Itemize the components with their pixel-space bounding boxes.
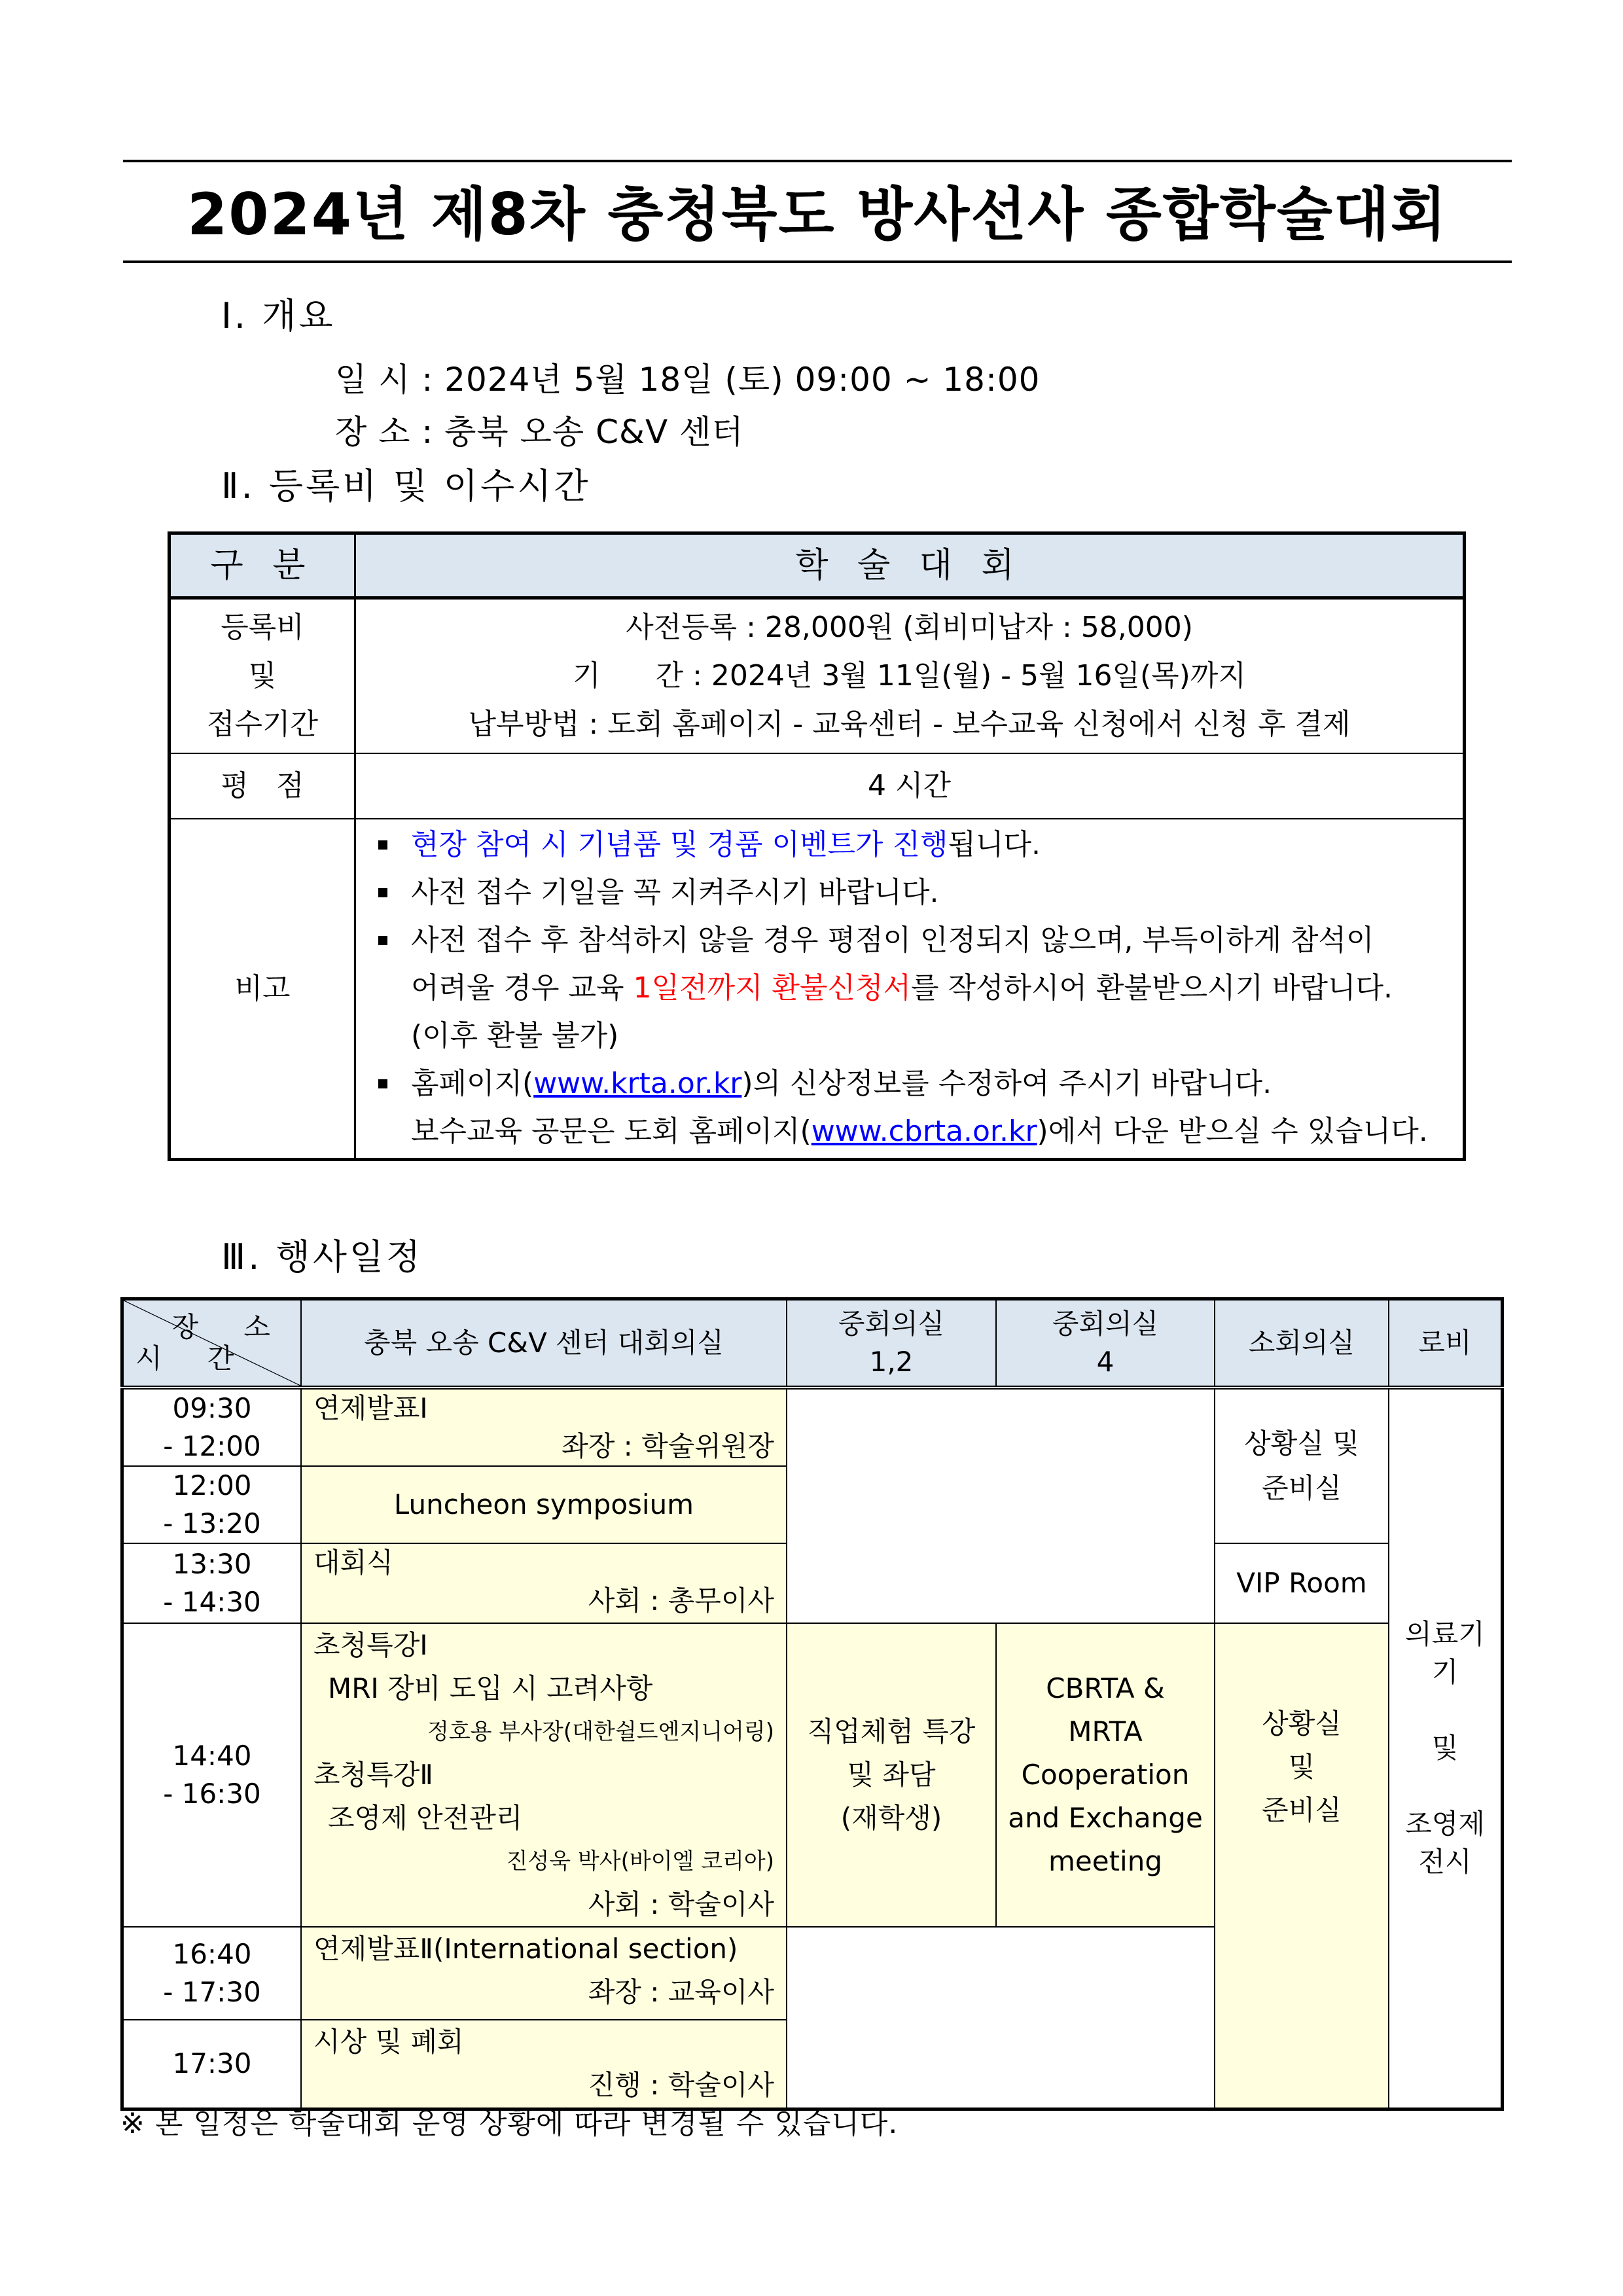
bullet-square-icon xyxy=(378,1079,387,1088)
time-start: 14:40 xyxy=(172,1740,252,1772)
lobby-spacer xyxy=(1389,1691,1501,1729)
time-start: 13:30 xyxy=(172,1548,252,1580)
mid-line: 및 좌담 xyxy=(847,1759,936,1791)
time-end: - 13:20 xyxy=(163,1507,261,1539)
header-main-hall: 충북 오송 C&V 센터 대회의실 xyxy=(301,1299,787,1388)
krta-link[interactable]: www.krta.or.kr xyxy=(533,1067,742,1100)
career-talk-cell xyxy=(787,1623,996,1927)
schedule-row xyxy=(122,1388,1503,1466)
registration-period: 기 간 : 2024년 3월 11일(월) - 5월 16일(목)까지 xyxy=(573,659,1246,692)
mid-line: CBRTA & xyxy=(1046,1672,1165,1704)
cbrta-link[interactable]: www.cbrta.or.kr xyxy=(811,1115,1037,1148)
empty-mid-cell xyxy=(787,1388,1215,1623)
note-text: 사전 접수 기일을 꼭 지켜주시기 바랍니다. xyxy=(411,876,939,909)
fee-header-category: 구 분 xyxy=(169,533,355,598)
time-end: - 16:30 xyxy=(163,1778,261,1810)
bullet-square-icon xyxy=(378,936,387,945)
lecture-topic: MRI 장비 도입 시 고려사항 xyxy=(328,1672,653,1704)
room-use: 상황실 및 xyxy=(1244,1427,1359,1460)
note-item-continued xyxy=(374,1012,1463,1060)
cooperation-meeting-cell xyxy=(996,1623,1215,1927)
time-cell xyxy=(122,1466,302,1543)
note-text: )에서 다운 받으실 수 있습니다. xyxy=(1037,1115,1428,1148)
fee-row-notes xyxy=(169,819,1465,1160)
event-chair: 좌장 : 교육이사 xyxy=(588,1976,774,2008)
event-cell xyxy=(301,1927,787,2020)
section-heading-fee: Ⅱ. 등록비 및 이수시간 xyxy=(221,465,591,507)
section-heading-overview: Ⅰ. 개요 xyxy=(221,295,336,336)
time-end: - 17:30 xyxy=(163,1976,261,2008)
time-start: 16:40 xyxy=(172,1938,252,1970)
note-item xyxy=(374,1060,1463,1107)
time-cell xyxy=(122,1388,302,1466)
fee-table-header xyxy=(169,533,1465,598)
room-use: 준비실 xyxy=(1262,1794,1342,1826)
note-text: 사전 접수 후 참석하지 않을 경우 평점이 인정되지 않으며, 부득이하게 참석이 xyxy=(411,924,1374,957)
event-cell xyxy=(301,1623,787,1927)
mid-line: Cooperation xyxy=(1021,1759,1190,1791)
note-text: 됩니다. xyxy=(948,828,1041,861)
lobby-line: 기 xyxy=(1431,1656,1459,1689)
time-cell xyxy=(122,1623,302,1927)
credits-value: 4 시간 xyxy=(355,753,1465,819)
mid-line: MRTA xyxy=(1068,1715,1143,1748)
notes-list xyxy=(355,819,1465,1160)
note-text: 를 작성하시어 환불받으시기 바랍니다. xyxy=(911,971,1393,1005)
time-end: - 14:30 xyxy=(163,1586,261,1618)
header-place-time xyxy=(122,1299,302,1388)
lecturer: 정호용 부사장(대한쉴드엔지니어링) xyxy=(427,1719,774,1745)
mid-line: meeting xyxy=(1048,1845,1162,1877)
event-title: 대회식 xyxy=(313,1547,393,1579)
event-title: 연제발표Ⅰ xyxy=(313,1392,428,1424)
label-line: 및 xyxy=(248,659,277,692)
fee-header-conference: 학 술 대 회 xyxy=(355,533,1465,598)
vip-room-cell: VIP Room xyxy=(1215,1543,1389,1623)
event-title: 시상 및 폐회 xyxy=(313,2026,464,2058)
note-highlight: 현장 참여 시 기념품 및 경품 이벤트가 진행 xyxy=(411,828,948,861)
event-host: 진행 : 학술이사 xyxy=(588,2069,774,2101)
event-host: 사회 : 총무이사 xyxy=(588,1585,774,1617)
label-line: 접수기간 xyxy=(206,708,318,741)
event-cell xyxy=(301,2020,787,2109)
note-text: )의 신상정보를 수정하여 주시기 바랍니다. xyxy=(741,1067,1272,1100)
event-host: 사회 : 학술이사 xyxy=(588,1888,774,1920)
payment-method: 납부방법 : 도회 홈페이지 - 교육센터 - 보수교육 신청에서 신청 후 결제 xyxy=(468,708,1351,741)
event-title: 초청특강Ⅱ xyxy=(313,1759,433,1791)
event-cell xyxy=(301,1543,787,1623)
header-place: 장 소 xyxy=(171,1311,289,1343)
schedule-header xyxy=(122,1299,1503,1388)
fee-row-registration xyxy=(169,598,1465,754)
notes-label: 비고 xyxy=(169,819,355,1160)
fee-registration-label xyxy=(169,598,355,754)
header-small-room: 소회의실 xyxy=(1215,1299,1389,1388)
time-start: 09:30 xyxy=(172,1392,252,1424)
time-cell xyxy=(122,1927,302,2020)
lobby-line: 전시 xyxy=(1418,1846,1472,1878)
mid-line: (재학생) xyxy=(840,1802,942,1834)
note-item-continued xyxy=(374,964,1463,1012)
small-room-cell xyxy=(1215,1623,1389,2109)
room-use: 상황실 xyxy=(1262,1708,1342,1740)
bullet-square-icon xyxy=(378,888,387,897)
note-item-continued xyxy=(374,1107,1463,1155)
header-room-4 xyxy=(996,1299,1215,1388)
note-text: 보수교육 공문은 도회 홈페이지( xyxy=(411,1115,812,1148)
note-text: 어려울 경우 교육 xyxy=(411,971,633,1005)
room-name: 중회의실 xyxy=(838,1308,945,1340)
header-room-12 xyxy=(787,1299,996,1388)
header-lobby: 로비 xyxy=(1389,1299,1503,1388)
lecture-topic: 조영제 안전관리 xyxy=(328,1802,523,1834)
event-cell xyxy=(301,1388,787,1466)
fee-row-credits xyxy=(169,753,1465,819)
time-cell: 17:30 xyxy=(122,2020,302,2109)
lobby-line: 의료기 xyxy=(1405,1618,1485,1651)
time-start: 12:00 xyxy=(172,1469,252,1501)
prereg-fee: 사전등록 : 28,000원 (회비미납자 : 58,000) xyxy=(626,611,1193,644)
note-text: 홈페이지( xyxy=(411,1067,534,1100)
mid-line: and Exchange xyxy=(1008,1802,1203,1834)
empty-mid-cell xyxy=(787,1927,1215,2109)
small-room-cell xyxy=(1215,1388,1389,1543)
time-end: - 12:00 xyxy=(163,1430,261,1462)
note-item xyxy=(374,821,1463,869)
mid-line: 직업체험 특강 xyxy=(807,1715,976,1748)
note-item xyxy=(374,869,1463,916)
lobby-spacer xyxy=(1389,1767,1501,1805)
header-time: 시 간 xyxy=(135,1342,253,1374)
lecturer: 진성욱 박사(바이엘 코리아) xyxy=(506,1848,774,1874)
event-title: 연제발표Ⅱ(International section) xyxy=(313,1933,738,1965)
label-line: 등록비 xyxy=(221,611,304,644)
room-number: 4 xyxy=(1096,1346,1115,1378)
room-number: 1,2 xyxy=(869,1346,914,1378)
overview-place: 장 소 : 충북 오송 C&V 센터 xyxy=(335,413,744,451)
event-cell: Luncheon symposium xyxy=(301,1466,787,1543)
section-heading-schedule: Ⅲ. 행사일정 xyxy=(221,1236,423,1278)
event-title: 초청특강Ⅰ xyxy=(313,1629,428,1661)
lobby-line: 조영제 xyxy=(1405,1808,1485,1840)
note-item xyxy=(374,916,1463,964)
room-use: 준비실 xyxy=(1262,1472,1342,1504)
overview-date: 일 시 : 2024년 5월 18일 (토) 09:00 ~ 18:00 xyxy=(335,361,1041,399)
schedule-row xyxy=(122,1623,1503,1927)
room-use: 및 xyxy=(1288,1751,1315,1783)
note-text: (이후 환불 불가) xyxy=(411,1019,619,1052)
fee-registration-details xyxy=(355,598,1465,754)
footnote: ※ 본 일정은 학술대회 운영 상황에 따라 변경될 수 있습니다. xyxy=(120,2107,899,2140)
credits-label: 평 점 xyxy=(169,753,355,819)
title-rule-top xyxy=(123,160,1512,162)
schedule-table xyxy=(120,1297,1504,2111)
bullet-square-icon xyxy=(378,840,387,850)
room-name: 중회의실 xyxy=(1052,1308,1159,1340)
lobby-cell xyxy=(1389,1388,1503,2109)
fee-table xyxy=(168,531,1466,1161)
page-title: 2024년 제8차 충청북도 방사선사 종합학술대회 xyxy=(187,181,1448,248)
title-rule-bottom xyxy=(123,260,1512,263)
lobby-line: 및 xyxy=(1431,1732,1459,1765)
time-cell xyxy=(122,1543,302,1623)
note-warning: 1일전까지 환불신청서 xyxy=(633,971,912,1005)
event-chair: 좌장 : 학술위원장 xyxy=(562,1430,774,1462)
